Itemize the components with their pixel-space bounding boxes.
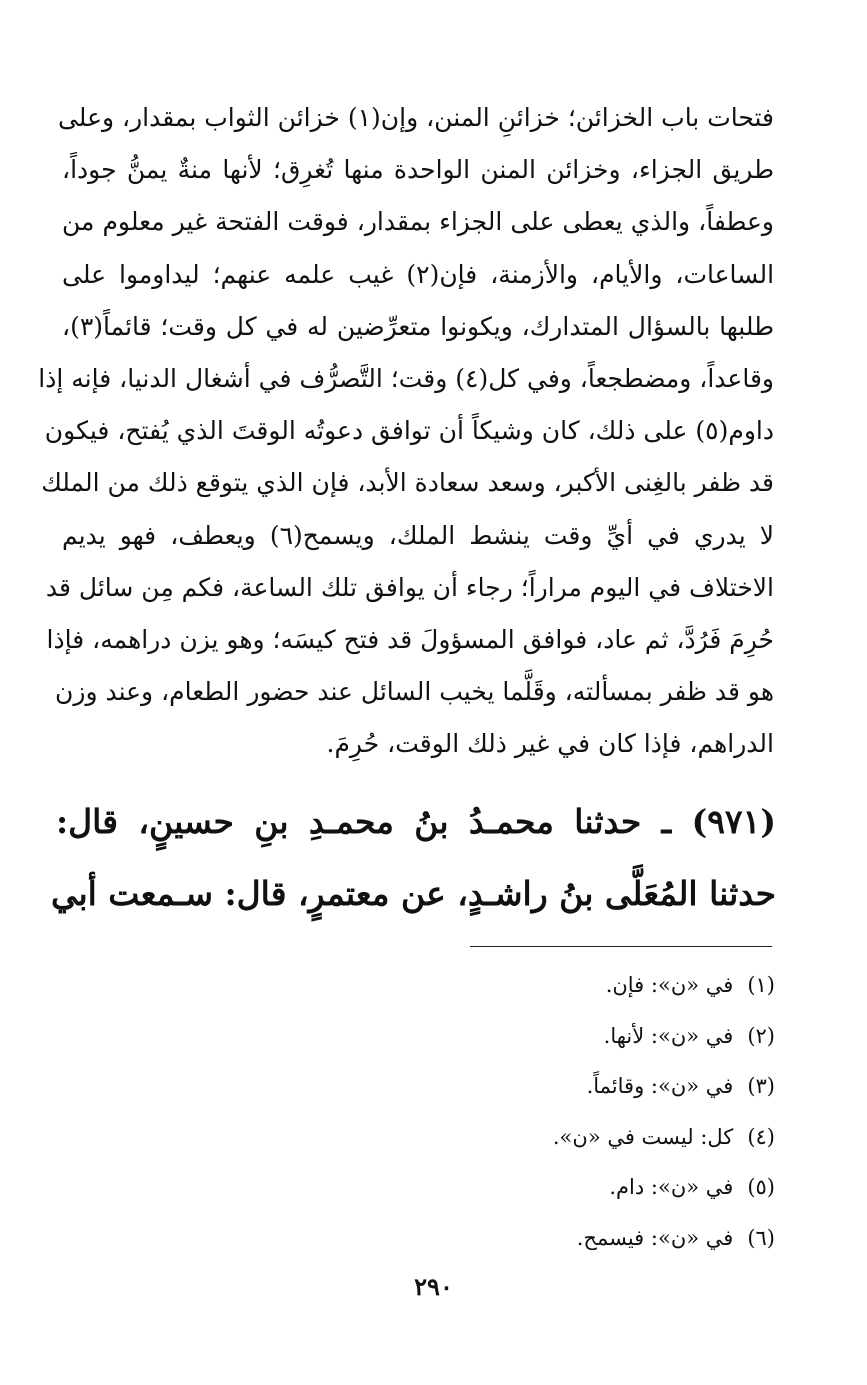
footnote-number: (٣)	[747, 1074, 775, 1099]
footnote	[375, 1061, 775, 1112]
footnote-number: (٦)	[747, 1225, 775, 1250]
footnote-number: (٥)	[747, 1175, 775, 1200]
text-line: طلبها بالسؤال المتدارك، ويكونوا متعرِّضين له في كل وقت؛ قائماً(٣)،	[62, 311, 774, 341]
text-line: داوم(٥) على ذلك، كان وشيكاً أن توافق دعوتُه الوقتَ الذي يُفتح، فيكون	[44, 416, 774, 446]
footnote-text: في «ن»: فإن.	[605, 973, 734, 997]
footnote-text: في «ن»: فيسمح.	[576, 1225, 734, 1250]
footnote-number: (٢)	[747, 1023, 775, 1048]
text-line: وقاعداً، ومضطجعاً، وفي كل(٤) وقت؛ التَّصرُّف في أشغال الدنيا، فإنه إذا	[38, 363, 774, 393]
footnotes	[375, 960, 775, 1264]
text-line: الساعات، والأيام، والأزمنة، فإن(٢) غيب علمه عنهم؛ ليداوموا على	[62, 259, 775, 289]
footnote	[375, 1112, 775, 1163]
text-line: حُرِمَ فَرُدَّ، ثم عاد، فوافق المسؤولَ قد فتح كيسَه؛ وهو يزن دراهمه، فإذا	[46, 624, 774, 654]
footnote-text: في «ن»: وقائماً.	[586, 1074, 734, 1099]
footnote	[375, 960, 775, 1011]
footnote	[375, 1162, 775, 1213]
footnote-number: (٤)	[747, 1124, 775, 1149]
footnote	[375, 1011, 775, 1062]
hadith-line: حدثنا المُعَلَّى بنُ راشـدٍ، عن معتمرٍ، قال: سـمعت أبي	[50, 874, 776, 913]
text-line: الاختلاف في اليوم مراراً؛ رجاء أن يوافق تلك الساعة، فكم مِن سائل قد	[45, 572, 774, 602]
footnote-text: في «ن»: دام.	[609, 1175, 734, 1200]
text-line: الدراهم، فإذا كان في غير ذلك الوقت، حُرِمَ.	[326, 729, 774, 759]
page-number: ٢٩٠	[414, 1272, 453, 1301]
text-line: هو قد ظفر بمسألته، وقَلَّما يخيب السائل عند حضور الطعام، وعند وزن	[55, 677, 774, 707]
text-line: فتحات باب الخزائن؛ خزائنِ المنن، وإن(١) خزائن الثواب بمقدار، وعلى	[57, 103, 774, 132]
footnote	[375, 1213, 775, 1264]
footnote-text: في «ن»: لأنها.	[603, 1023, 734, 1048]
hadith-heading	[50, 786, 776, 930]
hadith-line: (٩٧١) ـ حدثنا محمـدُ بنُ محمـدِ بنِ حسينٍ، قال:	[56, 802, 776, 841]
text-line: قد ظفر بالغِنى الأكبر، وسعد سعادة الأبد، فإن الذي يتوقع ذلك من الملك	[41, 468, 774, 498]
text-line: لا يدري في أيِّ وقت ينشط الملك، ويسمح(٦) ويعطف، فهو يديم	[62, 520, 774, 550]
text-line: طريق الجزاء، وخزائن المنن الواحدة منها تُغرِق؛ لأنها منةٌ يمنُّ جوداً،	[62, 155, 774, 185]
footnote-text: كل: ليست في «ن».	[552, 1124, 734, 1149]
main-text	[38, 92, 775, 770]
footnote-number: (١)	[747, 973, 775, 997]
text-line: وعطفاً، والذي يعطى على الجزاء بمقدار، فوقت الفتحة غير معلوم من	[62, 207, 774, 237]
footnote-divider	[470, 946, 772, 947]
